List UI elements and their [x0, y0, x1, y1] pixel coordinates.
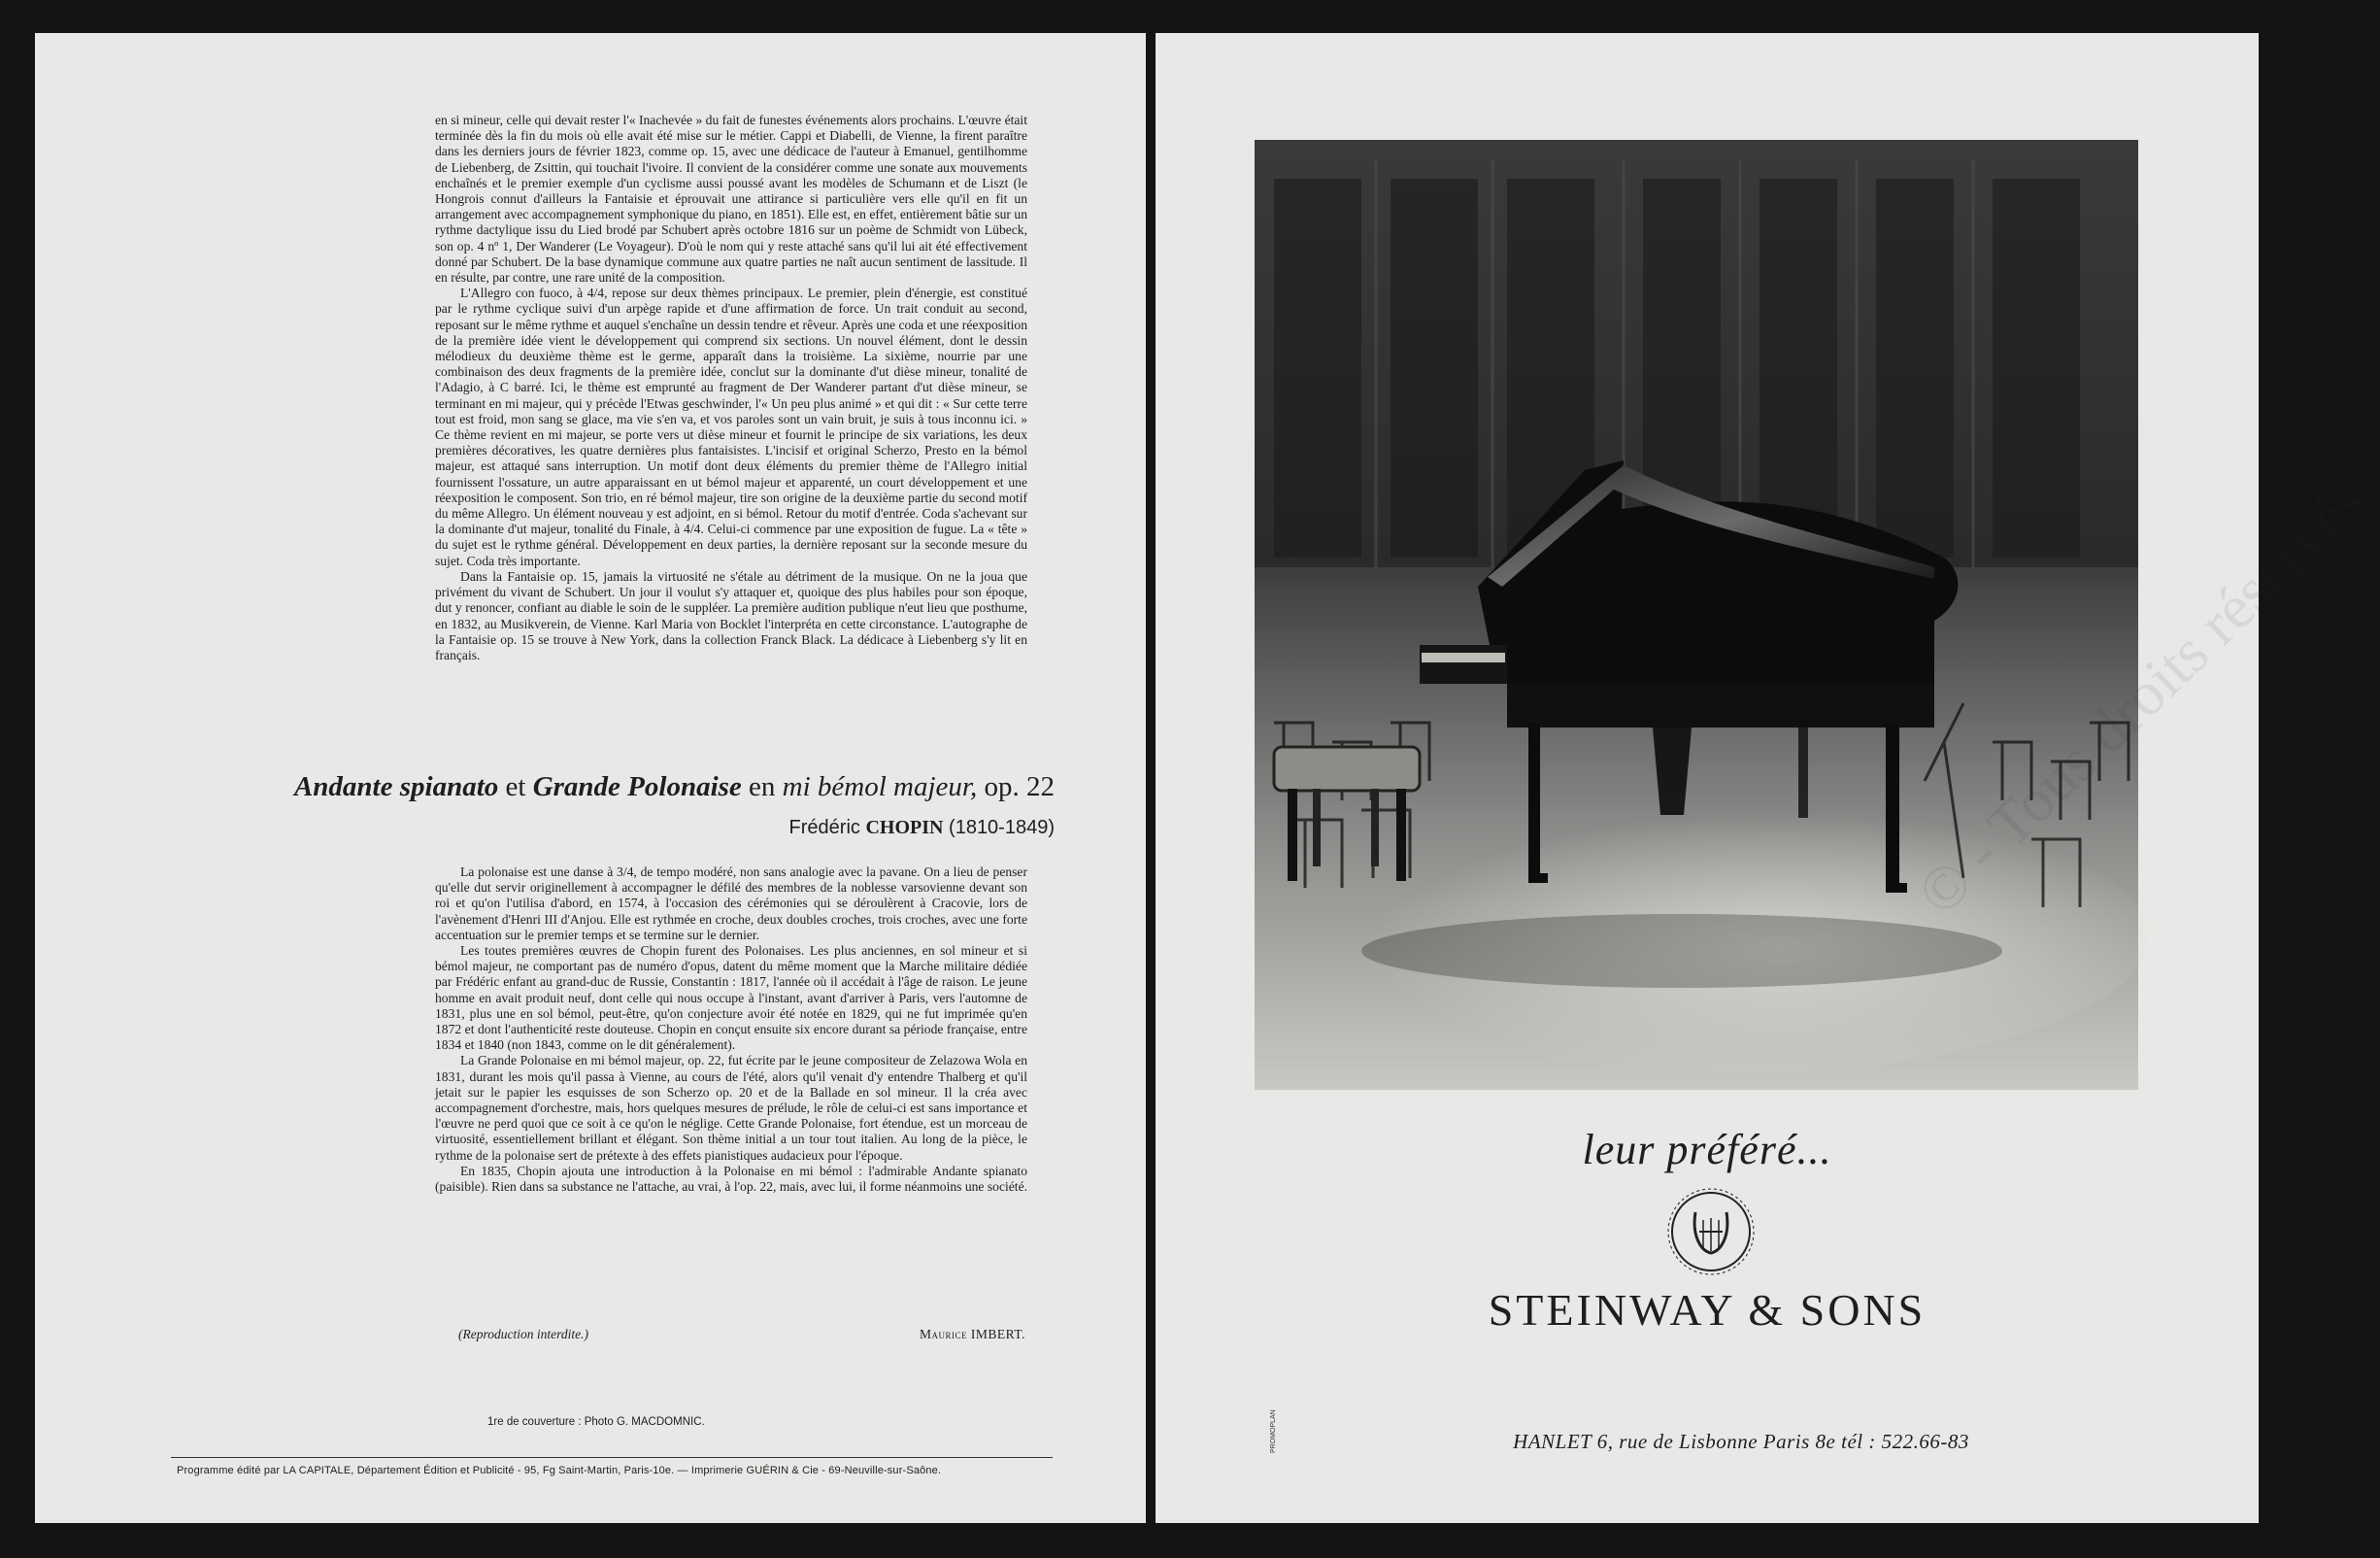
notes-paragraph-3: La Grande Polonaise en mi bémol majeur, op. 22, fut écrite par le jeune compositeur de Zelazowa Wola en 1831, durant les mois qu'il passa à Vienne, au cours de l'été, alors qu'il venait d'y entendre Thalberg et qu'il jetait sur le papier les esquisses de son Scherzo op. 20 et de la Ballade en sol mineur. Il la créa avec accompagnement d'orchestre, mais, hors quelques mesures de prélude, le rôle de celui-ci est sans importance et l'œuvre ne perd quoi que ce soit à ce qu'on le néglige. Cette Grande Polonaise, fort étendue, est un morceau de virtuosité, essentiellement brillant et élégant. Son thème initial a un tour tout italien. Au long de la pièce, le rythme de la polonaise sert de prétexte à des effets pianistiques audacieux pour l'époque. — [435, 1053, 1027, 1163]
composer-last-name: CHOPIN — [865, 817, 944, 838]
notes-paragraph-1: La polonaise est une danse à 3/4, de tempo modéré, non sans analogie avec la pavane. On a lieu de penser qu'elle dut servir originellement à accompagner le défilé des membres de la noblesse varsovienne devant son roi et qu'on l'utilisa d'abord, en 1574, à l'occasion des cérémonies qui se déroulèrent à Cracovie, lors de l'avènement d'Henri III d'Anjou. Elle est rythmée en croche, deux doubles croches, trois croches, avec une forte accentuation sur le premier temps et se termine sur le dernier. — [435, 864, 1027, 942]
program-notes-column — [435, 864, 1027, 1195]
title-part-polonaise: Grande Polonaise — [532, 771, 742, 802]
essay-paragraph-1: en si mineur, celle qui devait rester l'« Inachevée » du fait de funestes événements alors prochains. L'œuvre était terminée dès la fin du mois où elle avait été mise sur le métier. Cappi et Diabelli, de Vienne, la firent paraître dans les derniers jours de février 1823, comme op. 15, avec une dédicace de l'auteur à Emanuel, gentilhomme de Liebenberg, de Zsittin, qui touchait l'ivoire. Il convient de la considérer comme une sonate aux mouvements enchaînés et le premier exemple d'un cyclisme aussi poussé avant les modèles de Schumann et de Liszt (le Hongrois connut d'ailleurs la Fantaisie et éprouvait une attirance si particulière vers elle qu'il en fit un arrangement avec accompagnement symphonique du piano, en 1851). Elle est, en effet, entièrement bâtie sur un rythme dactylique issu du Lied brodé par Schubert après octobre 1816 sur un poème de Schmidt von Lübeck, son op. 4 nº 1, Der Wanderer (Le Voyageur). D'où le nom qui y reste attaché sans qu'il lui ait été effectivement donné par Schubert. De la base dynamique commune aux quatre parties ne naît aucun sentiment de lassitude. Il en résulte, par contre, une rare unité de la composition. — [435, 113, 1027, 286]
title-conj-et: et — [505, 771, 526, 802]
printer-mark: PROMOPLAN — [1270, 1409, 1277, 1453]
composer-line — [181, 814, 1055, 841]
piece-title — [181, 769, 1055, 804]
notes-paragraph-2: Les toutes premières œuvres de Chopin furent des Polonaises. Les plus anciennes, en sol mineur et si bémol majeur, ne comportant pas de numéro d'opus, datent du même moment que la Marche militaire dédiée par Frédéric enfant au grand-duc de Russie, Constantin : 1817, l'année où il accédait à l'âge de raison. Le jeune homme en avait produit neuf, dont celle qui nous occupe à l'instant, avant d'arriver à Paris, vers l'automne de 1831, plus une en sol bémol, peut-être, qu'on conjecture avoir été notée en 1829, qui ne fut imprimée qu'en 1872 et dont l'authenticité reste douteuse. Chopin en conçut ensuite six encore durant sa période française, entre 1834 et 1840 (non 1843, comme on le dit généralement). — [435, 943, 1027, 1053]
ad-tagline: leur préféré... — [1582, 1126, 1832, 1173]
concert-hall-piano-photo — [1255, 140, 2138, 1090]
composer-first-name: Frédéric — [788, 817, 860, 838]
footer-divider — [171, 1457, 1053, 1458]
reproduction-notice: (Reproduction interdite.) — [458, 1327, 588, 1341]
copyright-watermark: © - Tous droits réservés — [1903, 465, 2380, 929]
right-page — [1156, 33, 2380, 1523]
author-signature: Maurice IMBERT. — [920, 1327, 1025, 1341]
steinway-lyre-emblem-icon — [1662, 1183, 1760, 1280]
essay-paragraph-2: L'Allegro con fuoco, à 4/4, repose sur deux thèmes principaux. Le premier, plein d'énergie, est constitué par le rythme cyclique suivi d'un arpège rapide et d'une affirmation de force. Un trait conduit au second, reposant sur le même rythme et auquel s'enchaîne un dessin tendre et rêveur. Après une coda et une réexposition de la première idée vient le développement qui comprend six sections. Un nouvel élément, dont le dessin mélodieux du deuxième thème est le germe, apparaît dans la troisième. La sixième, nourrie par une combinaison des deux fragments de la première idée, conclut sur la dominante d'ut dièse mineur, tonalité de l'Adagio, à C barré. Ici, le thème est emprunté au fragment de Der Wanderer partant d'ut dièse mineur, se terminant en mi majeur, qui y précède l'Etwas geschwinder, l'« Un peu plus animé » et qui dit : « Sur cette terre tout est froid, mon sang se glace, ma vie s'en va, et vos paroles sont un vain bruit, je suis à tous inconnu ici. » Ce thème revient en mi majeur, se porte vers ut dièse mineur et fournit le principe de six variations, les deux premières décoratives, les quatre dernières plus fantaisistes. L'incisif et original Scherzo, Presto en la bémol majeur, est attaqué sans interruption. Un motif dont deux éléments du premier thème de l'Allegro initial fournissent l'ossature, un autre apparaissant en ut bémol majeur et apparenté, un court développement et une réexposition le composent. Son trio, en ré bémol majeur, tire son origine de la deuxième partie du second motif du même Allegro. Un élément nouveau y est adjoint, en si bémol. Retour du motif d'entrée. Coda s'achevant sur la dominante d'ut majeur, tonalité du Finale, à 4/4. Celui-ci commence par une exposition de fugue. La « tête » du sujet est le rythme général. Développement en deux parties, la dernière reposant sur la seconde mesure du sujet. Coda très importante. — [435, 286, 1027, 568]
brand-name: STEINWAY & SONS — [1488, 1285, 1927, 1335]
title-opus: op. 22 — [984, 771, 1055, 802]
composer-dates: (1810-1849) — [949, 817, 1055, 838]
title-key: mi bémol majeur, — [782, 771, 978, 802]
piece-title-block — [181, 769, 1055, 841]
title-part-andante: Andante spianato — [293, 771, 499, 802]
left-page — [35, 33, 1146, 1523]
notes-paragraph-4: En 1835, Chopin ajouta une introduction à la Polonaise en mi bémol : l'admirable Andante spianato (paisible). Rien dans sa substance ne l'attache, au vrai, à l'op. 22, mais, avec lui, il forme néanmoins une société. — [435, 1163, 1028, 1195]
title-conj-en: en — [749, 771, 776, 802]
piano-photo-illustration — [1255, 140, 2138, 1090]
publisher-imprint: Programme édité par LA CAPITALE, Département Édition et Publicité - 95, Fg Saint-Martin, Paris-10e. — Imprimerie GUÉRIN & Cie - 69-Neuville-sur-Saône. — [177, 1465, 942, 1476]
essay-paragraph-3: Dans la Fantaisie op. 15, jamais la virtuosité ne s'étale au détriment de la musique. On ne la joua que privément du vivant de Schubert. Un jour il voulut s'y attaquer et, quoique des plus habiles pour son époque, dut y renoncer, confiant au diable le soin de le suppléer. La première audition publique n'eut lieu que posthume, en 1832, au Musikverein, de Vienne. Karl Maria von Bocklet l'interpréta en cette circonstance. L'autographe de la Fantaisie op. 15 se trouve à New York, dans la collection Franck Black. La dédicace à Liebenberg s'y lit en français. — [435, 568, 1027, 662]
cover-photo-credit: 1re de couverture : Photo G. MACDOMNIC. — [487, 1416, 705, 1428]
essay-column — [435, 113, 1027, 663]
dealer-address: HANLET 6, rue de Lisbonne Paris 8e tél : 522.66-83 — [1513, 1430, 1969, 1453]
